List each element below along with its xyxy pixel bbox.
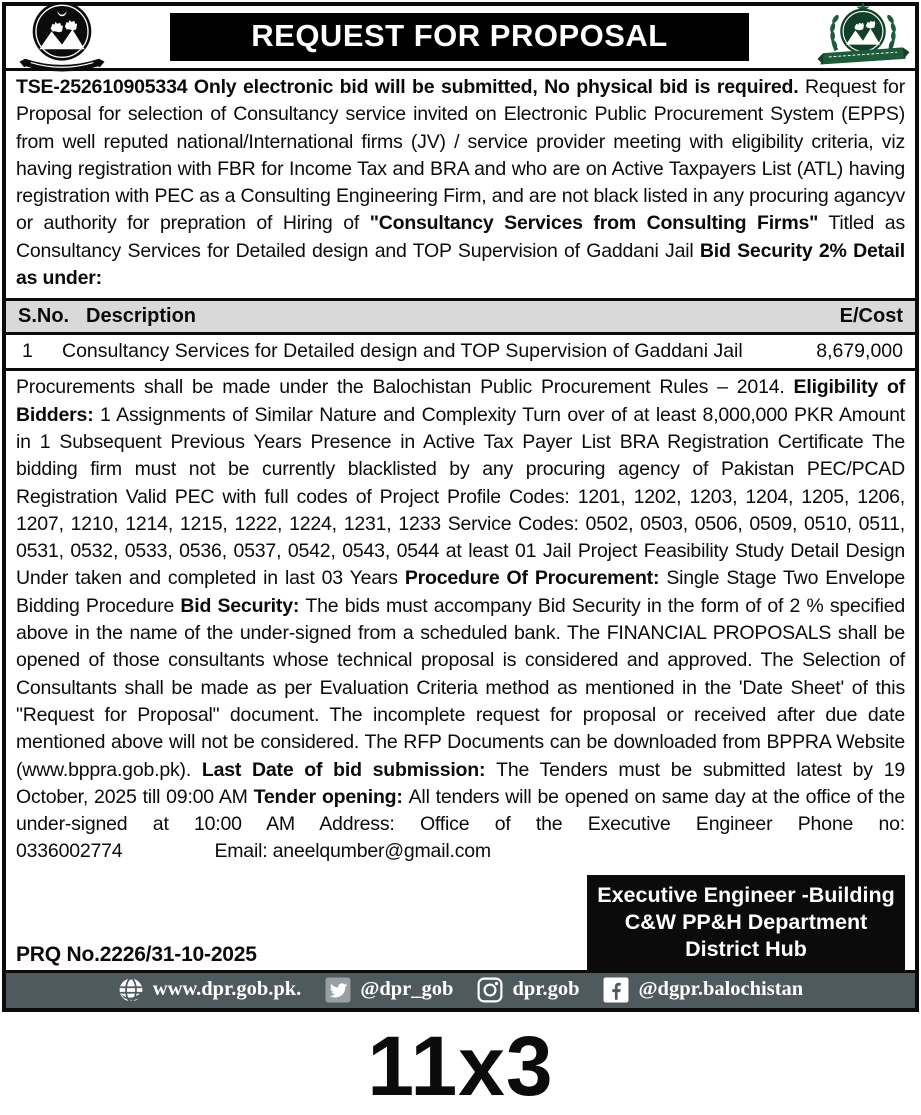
cost-table [6,301,915,371]
cell-description: Consultancy Services for Detailed design and TOP Supervision of Gaddani Jail [62,340,743,363]
rfp-advertisement [2,2,919,1012]
balochistan-emblem-icon [10,0,114,74]
social-bar [6,970,915,1008]
twitter-label: @dpr_gob [360,978,454,1001]
facebook-icon [603,977,629,1003]
table-header-row [6,301,915,335]
bottom-zone [6,872,915,970]
signature-box: Executive Engineer -Building C&W PP&H Department District Hub [587,875,905,970]
facebook-link [603,977,803,1003]
instagram-label: dpr.gob [512,978,580,1001]
intro-paragraph: TSE-252610905334 Only electronic bid will be submitted, No physical bid is required. Request for Proposal for selection of Consultancy service invited on Electronic Public Procurement System (EPPS) from well reputed national/International firms (JV) / service provider meeting with eligibility criteria, viz having registration with FBR for Income Tax and BRA and who are on Active Taxpayers List (ATL) having registration with PEC as a Consulting Engineering Firm, and are not black listed in any procuring agancyv or authority for prepration of Hiring of "Consultancy Services from Consulting Firms" Titled as Consultancy Services for Detailed design and TOP Supervision of Gaddani Jail Bid Security 2% Detail as under: [6,71,915,301]
ad-size-label: 11x3 [367,1018,554,1113]
page-title: REQUEST FOR PROPOSAL [170,13,749,61]
col-header-ecost: E/Cost [839,305,903,328]
ad-header [6,6,915,71]
cell-ecost: 8,679,000 [816,340,903,363]
cw-department-emblem-icon [815,0,911,74]
website-link [118,977,302,1003]
col-header-description: Description [86,305,197,328]
terms-paragraph: Procurements shall be made under the Balochistan Public Procurement Rules – 2014. Eligibility of Bidders: 1 Assignments of Similar Nature and Complexity Turn over of at least 8,000,000 PKR Amount in 1 Subsequent Previous Years Presence in Active Tax Payer List BRA Registration Certificate The bidding firm must not be currently blacklisted by any procuring agency of Pakistan PEC/PCAD Registration Valid PEC with full codes of Project Profile Codes: 1201, 1202, 1203, 1204, 1205, 1206, 1207, 1210, 1214, 1215, 1222, 1224, 1231, 1233 Service Codes: 0502, 0503, 0506, 0509, 0510, 0511, 0531, 0532, 0533, 0536, 0537, 0542, 0543, 0544 at least 01 Jail Project Feasibility Study Detail Design Under taken and completed in last 03 Years Procedure Of Procurement: Single Stage Two Envelope Bidding Procedure Bid Security: The bids must accompany Bid Security in the form of of 2 % specified above in the name of the under-signed from a scheduled bank. The FINANCIAL PROPOSALS shall be opened of those consultants whose technical proposal is considered and approved. The Selection of Consultants shall be made as per Evaluation Criteria method as mentioned in the 'Date Sheet' of this "Request for Proposal" document. The incomplete request for proposal or received after due date mentioned above will not be considered. The RFP Documents can be downloaded from BPPRA Website (www.bppra.gob.pk). Last Date of bid submission: The Tenders must be submitted latest by 19 October, 2025 till 09:00 AM Tender opening: All tenders will be opened on same day at the office of the under-signed at 10:00 AM Address: Office of the Executive Engineer Phone no: 0336002774 Email: aneelqumber@gmail.com [16,376,906,863]
website-label: www.dpr.gob.pk. [152,978,302,1001]
twitter-icon [325,977,351,1003]
globe-icon [118,977,144,1003]
instagram-link [477,977,579,1003]
cell-sno: 1 [22,340,33,363]
prq-number: PRQ No.2226/31-10-2025 [16,942,257,966]
twitter-link [325,977,453,1003]
table-row [6,335,915,371]
col-header-sno: S.No. [18,305,70,328]
instagram-icon [477,977,503,1003]
facebook-label: @dgpr.balochistan [638,978,804,1001]
